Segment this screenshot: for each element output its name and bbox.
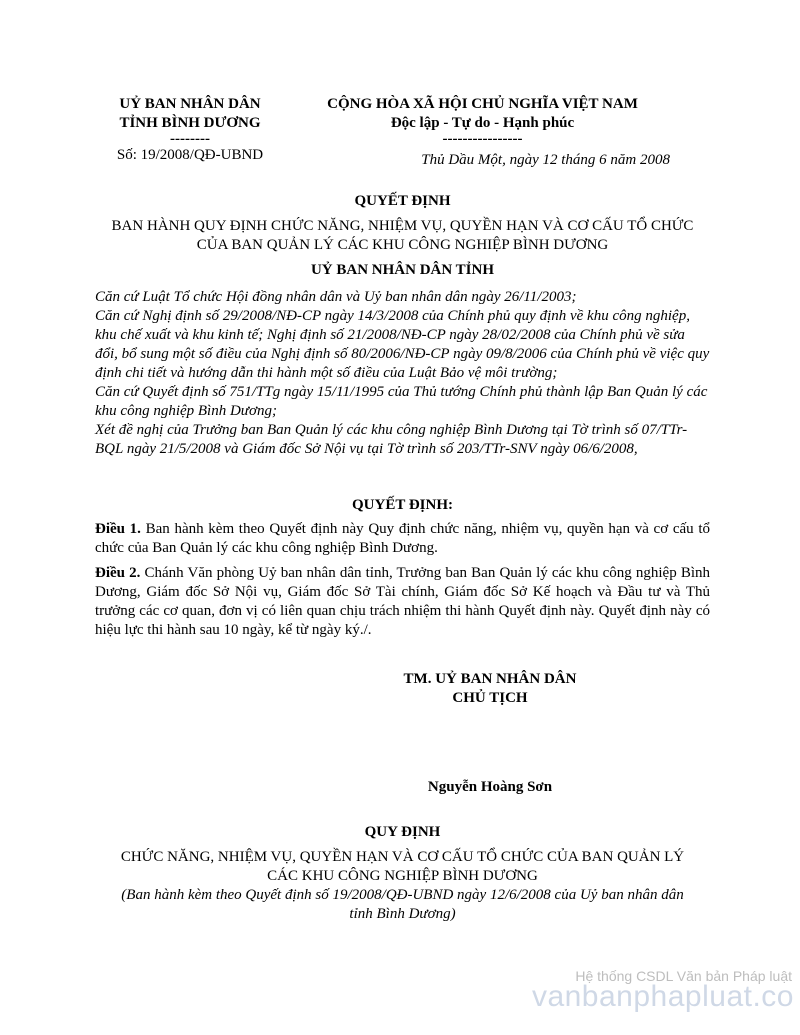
regulation-note-line2: tỉnh Bình Dương) [349, 906, 456, 922]
regulation-subject-line2: CÁC KHU CÔNG NGHIỆP BÌNH DƯƠNG [267, 868, 538, 884]
regulation-note-line1: (Ban hành kèm theo Quyết định số 19/2008/QĐ-UBND ngày 12/6/2008 của Uỷ ban nhân dân [121, 887, 684, 903]
decision-title: QUYẾT ĐỊNH [354, 193, 451, 209]
signature-role: CHỦ TỊCH [452, 690, 528, 706]
article-1-label: Điều 1. [95, 521, 141, 537]
watermark-site: vanbanphapluat.co [531, 980, 794, 1013]
regulation-subject-line1: CHỨC NĂNG, NHIỆM VỤ, QUYỀN HẠN VÀ CƠ CẤU TỔ CHỨC CỦA BAN QUẢN LÝ [120, 849, 685, 865]
basis-paragraph: Căn cứ Nghị định số 29/2008/NĐ-CP ngày 14/3/2008 của Chính phủ quy định về khu công nghiệp, khu chế xuất và khu kinh tế; Nghị định số 21/2008/NĐ-CP ngày 28/02/2008 của Chính phủ về sửa đổi, bổ sung một số điều của Nghị định số 80/2006/NĐ-CP ngày 09/8/2006 của Chính phủ về việc quy định chi tiết và hướng dẫn thi hành một số điều của Luật Bảo vệ môi trường; [95, 308, 710, 381]
authority-heading: UỶ BAN NHÂN DÂN TỈNH [310, 262, 495, 278]
decision-subject-line1: BAN HÀNH QUY ĐỊNH CHỨC NĂNG, NHIỆM VỤ, QUYỀN HẠN VÀ CƠ CẤU TỔ CHỨC [111, 218, 694, 234]
article-2-label: Điều 2. [95, 565, 141, 581]
article-2 [95, 564, 710, 640]
basis-paragraph: Xét đề nghị của Trưởng ban Ban Quản lý các khu công nghiệp Bình Dương tại Tờ trình số 07/TTr-BQL ngày 21/5/2008 và Giám đốc Sở Nội vụ tại Tờ trình số 203/TTr-SNV ngày 06/6/2008, [95, 422, 688, 457]
article-1-text: Ban hành kèm theo Quyết định này Quy định chức năng, nhiệm vụ, quyền hạn và cơ cấu tổ chức của Ban Quản lý các khu công nghiệp Bình Dương. [95, 521, 710, 556]
basis-paragraph: Căn cứ Luật Tổ chức Hội đồng nhân dân và Uỷ ban nhân dân ngày 26/11/2003; [95, 289, 577, 305]
motto-separator: ---------------- [442, 131, 523, 147]
issue-date: Thủ Dầu Một, ngày 12 tháng 6 năm 2008 [421, 152, 670, 168]
national-motto-block [300, 95, 665, 146]
issuer-name: UỶ BAN NHÂN DÂN [119, 96, 261, 112]
articles [95, 520, 710, 640]
signature-block [380, 670, 600, 708]
document-header [0, 95, 800, 175]
decision-subject-line2: CỦA BAN QUẢN LÝ CÁC KHU CÔNG NGHIỆP BÌNH DƯƠNG [196, 237, 609, 253]
watermark-caption: Hệ thống CSDL Văn bản Pháp luật [575, 968, 792, 984]
motto: Độc lập - Tự do - Hạnh phúc [390, 115, 575, 131]
decides-heading: QUYẾT ĐỊNH: [352, 497, 453, 513]
article-2-text: Chánh Văn phòng Uỷ ban nhân dân tỉnh, Trưởng ban Ban Quản lý các khu công nghiệp Bình Dương, Giám đốc Sở Nội vụ, Giám đốc Sở Tài chính, Giám đốc Sở Kế hoạch và Đầu tư và Thủ trưởng các cơ quan, đơn vị có liên quan chịu trách nhiệm thi hành Quyết định này. Quyết định này có hiệu lực thi hành sau 10 ngày, kể từ ngày ký./. [95, 565, 711, 638]
decision-title-block [90, 192, 715, 280]
regulation-title: QUY ĐỊNH [364, 824, 441, 840]
signature-org: TM. UỶ BAN NHÂN DÂN [403, 671, 577, 687]
issuer-separator: -------- [170, 131, 210, 147]
document-number: Số: 19/2008/QĐ-UBND [116, 147, 264, 163]
legal-basis [95, 288, 710, 459]
article-1 [95, 520, 710, 558]
issuer-province: TỈNH BÌNH DƯƠNG [119, 115, 261, 131]
signer-name: Nguyễn Hoàng Sơn [427, 779, 553, 795]
country-name: CỘNG HÒA XÃ HỘI CHỦ NGHĨA VIỆT NAM [327, 96, 638, 112]
regulation-block [90, 823, 715, 924]
issuer-block [100, 95, 280, 165]
basis-paragraph: Căn cứ Quyết định số 751/TTg ngày 15/11/1995 của Thủ tướng Chính phủ thành lập Ban Quản lý các khu công nghiệp Bình Dương; [95, 384, 708, 419]
